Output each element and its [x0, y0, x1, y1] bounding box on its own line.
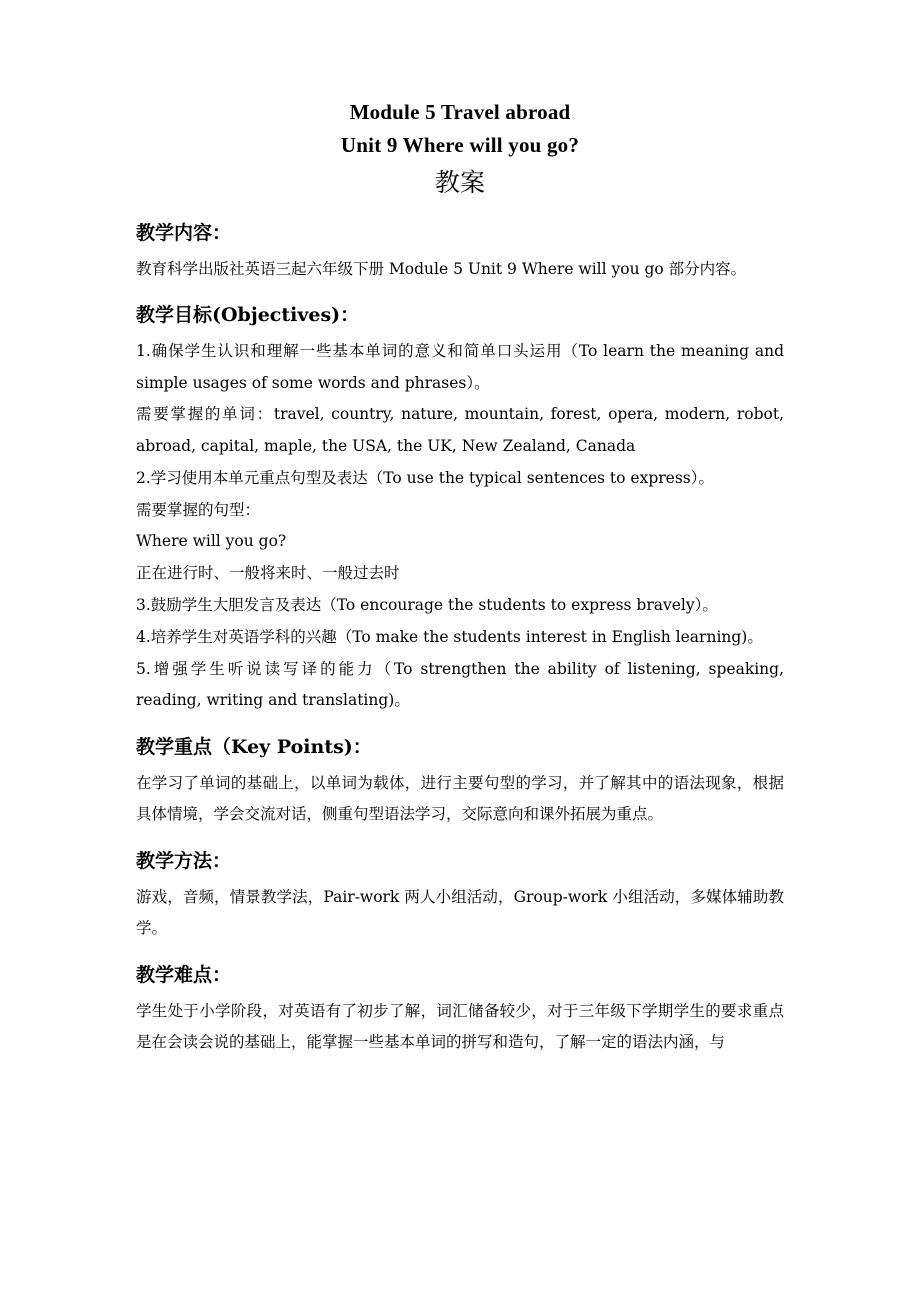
section-paragraph: 学生处于小学阶段，对英语有了初步了解，词汇储备较少，对于三年级下学期学生的要求重点是在会读会说的基础上，能掌握一些基本单词的拼写和造句，了解一定的语法内涵，与 — [136, 1001, 784, 1052]
section-paragraph: 正在进行时、一般将来时、一般过去时 — [136, 564, 400, 583]
title-line-2: Unit 9 Where will you go? — [340, 132, 580, 157]
section-paragraph: 教育科学出版社英语三起六年级下册 Module 5 Unit 9 Where will you go 部分内容。 — [136, 259, 747, 278]
title-line-1: Module 5 Travel abroad — [349, 100, 571, 124]
section-paragraph: 游戏，音频，情景教学法，Pair-work 两人小组活动，Group-work 小组活动，多媒体辅助教学。 — [136, 887, 784, 938]
section-teaching-content — [136, 219, 784, 285]
section-methods — [136, 847, 784, 945]
section-paragraph: 2.学习使用本单元重点句型及表达（To use the typical sentences to express）。 — [136, 468, 714, 487]
section-paragraph: 4.培养学生对英语学科的兴趣（To make the students interest in English learning)。 — [136, 627, 763, 646]
section-paragraph: 5.增强学生听说读写译的能力（To strengthen the ability of listening, speaking, reading, writing and translating)。 — [136, 659, 784, 710]
section-paragraph: 1.确保学生认识和理解一些基本单词的意义和简单口头运用（To learn the meaning and simple usages of some words and phrases）。 — [136, 341, 784, 392]
section-heading: 教学目标(Objectives)： — [136, 304, 360, 327]
section-paragraph: 在学习了单词的基础上，以单词为载体，进行主要句型的学习，并了解其中的语法现象，根据具体情境，学会交流对话，侧重句型语法学习，交际意向和课外拓展为重点。 — [136, 773, 784, 824]
section-heading: 教学方法： — [136, 850, 232, 873]
section-paragraph: Where will you go? — [136, 532, 287, 551]
section-heading: 教学重点（Key Points)： — [136, 736, 372, 759]
section-paragraph: 需要掌握的句型： — [136, 500, 261, 519]
title-line-3: 教案 — [434, 168, 486, 198]
section-difficulties — [136, 961, 784, 1059]
section-paragraph: 3.鼓励学生大胆发言及表达（To encourage the students to express bravely）。 — [136, 595, 718, 614]
document-title-block — [136, 96, 784, 203]
section-heading: 教学内容： — [136, 222, 232, 245]
section-key-points — [136, 733, 784, 831]
section-heading: 教学难点： — [136, 964, 232, 987]
section-objectives — [136, 301, 784, 717]
section-paragraph: 需要掌握的单词：travel, country, nature, mountain, forest, opera, modern, robot, abroad, capital, maple, the USA, the UK, New Zealand, Canada — [136, 405, 784, 456]
